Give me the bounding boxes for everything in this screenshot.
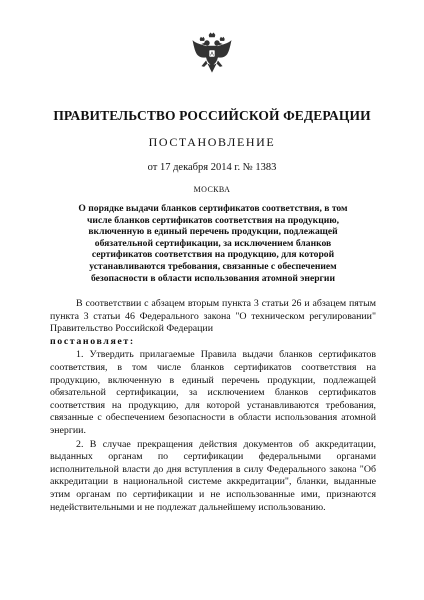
body-paragraph-1: 1. Утвердить прилагаемые Правила выдачи бланков сертификатов соответствия, в том числе бланков сертификатов соответствия на продукцию, включенную в единый перечень продукции, подлежащей обязательной сертификации, за исключением бланков сертификатов соответствия на продукцию, для которой устанавливаются требования, связанные с обеспечением безопасности в области использования атомной энергии. bbox=[50, 349, 376, 436]
preamble-paragraph: В соответствии с абзацем вторым пункта 3 статьи 26 и абзацем пятым пункта 3 статьи 46 Федерального закона "О техническом регулировании" Правительство Российской Федерации bbox=[50, 298, 376, 335]
body-paragraph-2: 2. В случае прекращения действия документов об аккредитации, выданных органам по сертификации федеральными органами исполнительной власти до дня вступления в силу Федерального закона "Об аккредитации в национальной системе аккредитации", бланки, выданные этим органам по сертификации и не использованные ими, признаются недействительными и не подлежат дальнейшему использованию. bbox=[50, 438, 376, 513]
document-body bbox=[50, 298, 376, 514]
decree-word: постановляет: bbox=[50, 335, 135, 347]
city-name: МОСКВА bbox=[193, 185, 231, 194]
date-and-number: от 17 декабря 2014 г. № 1383 bbox=[147, 162, 277, 173]
coat-of-arms-icon bbox=[192, 32, 232, 76]
government-title: ПРАВИТЕЛЬСТВО РОССИЙСКОЙ ФЕДЕРАЦИИ bbox=[53, 108, 371, 123]
decree-line bbox=[50, 336, 376, 349]
document-type: ПОСТАНОВЛЕНИЕ bbox=[148, 135, 276, 149]
document-subject: О порядке выдачи бланков сертификатов соответствия, в том числе бланков сертификатов соответствия на продукцию, включенную в единый перечень продукции, подлежащей обязательной сертификации, за исключением бланков сертификатов соответствия на продукцию, для которой устанавливаются требования, связанные с обеспечением безопасности в области использования атомной энергии bbox=[78, 203, 348, 284]
